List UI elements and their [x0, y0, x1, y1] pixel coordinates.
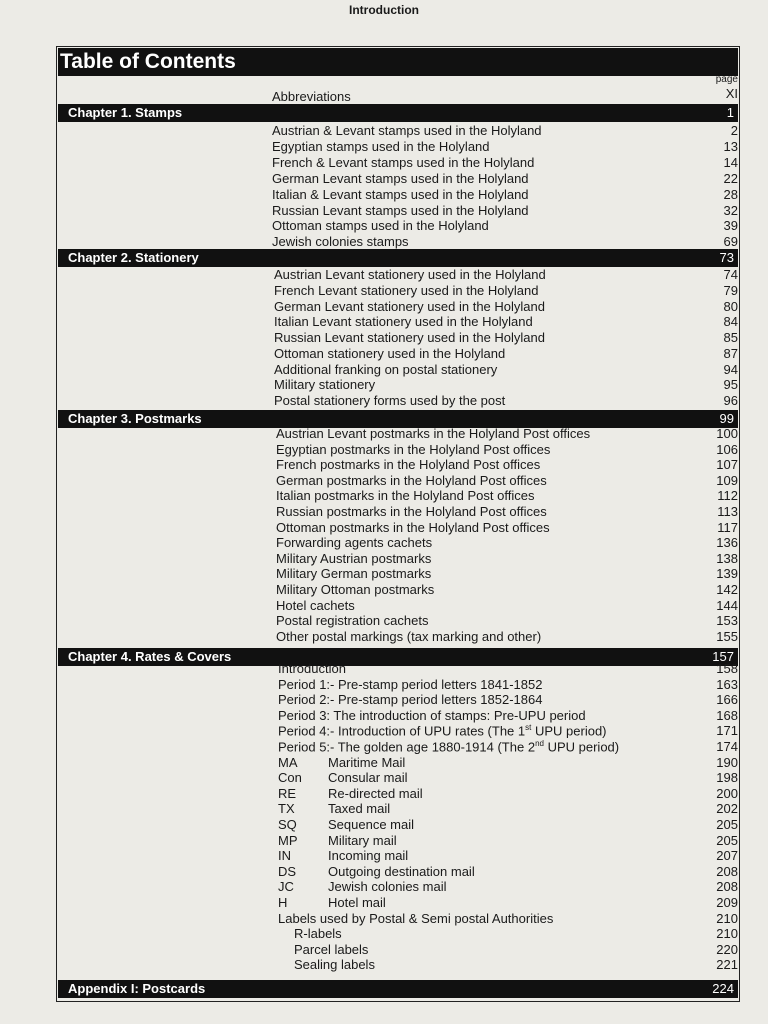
entry-title-text: Period 5:- The golden age 1880-1914 (The 2	[278, 739, 536, 755]
entry-page: 142	[716, 582, 738, 597]
entry-title-text: Period 3: The introduction of stamps: Pre-UPU period	[278, 707, 586, 723]
entry-page: 95	[723, 377, 738, 393]
entry-title	[276, 504, 547, 519]
entry-page: 155	[716, 628, 738, 644]
entry-title	[274, 299, 545, 314]
entry-page: 84	[723, 314, 738, 330]
entry-title-text: Italian postmarks in the Holyland Post offices	[276, 488, 535, 504]
entry-page: 158	[716, 661, 738, 676]
entry-page: 106	[716, 441, 738, 457]
toc-entry[interactable]	[0, 926, 738, 942]
entry-title	[276, 551, 431, 566]
entry-title	[276, 442, 550, 457]
abbreviations-entry[interactable]: Abbreviations	[272, 89, 351, 104]
entry-title-text: Egyptian stamps used in the Holyland	[272, 138, 490, 154]
chapter-title: Chapter 1. Stamps	[68, 105, 183, 120]
entry-page: 208	[716, 879, 738, 895]
entry-title	[274, 377, 375, 392]
entry-title	[276, 535, 432, 550]
entry-page: 220	[716, 941, 738, 957]
entry-page: 14	[723, 154, 738, 170]
entry-page: 39	[723, 218, 738, 234]
entry-title	[276, 613, 428, 628]
entry-title-text: French postmarks in the Holyland Post offices	[276, 457, 541, 473]
entry-title-text: Italian & Levant stamps used in the Holyland	[272, 186, 529, 202]
entry-page: 198	[716, 770, 738, 786]
toc-entry[interactable]	[0, 739, 738, 755]
entry-title	[328, 801, 390, 816]
entry-title-text: Ottoman postmarks in the Holyland Post offices	[276, 519, 550, 535]
chapter-page: 99	[719, 411, 734, 426]
toc-entry[interactable]	[0, 504, 738, 520]
entry-title-text: Outgoing destination mail	[328, 863, 475, 879]
entry-title	[272, 139, 490, 154]
entry-title	[328, 770, 407, 785]
entry-code: IN	[278, 848, 291, 864]
entry-title-text: Incoming mail	[328, 848, 409, 864]
entry-title-text: Taxed mail	[328, 801, 391, 817]
entry-title	[274, 283, 539, 298]
entry-page: 207	[716, 848, 738, 864]
entry-title-text: Austrian & Levant stamps used in the Holyland	[272, 123, 542, 138]
entry-title	[276, 520, 550, 535]
entry-title-text: Italian Levant stationery used in the Holyland	[274, 314, 533, 330]
entry-page: 109	[716, 472, 738, 488]
entry-page: 87	[723, 345, 738, 361]
entry-title-text: Austrian Levant stationery used in the Holyland	[274, 267, 546, 282]
entry-title	[294, 942, 368, 957]
entry-title-text: Military stationery	[274, 377, 376, 393]
entry-page: 144	[716, 597, 738, 613]
entry-title	[274, 346, 505, 361]
entry-title	[272, 123, 542, 138]
entry-title	[278, 739, 619, 754]
entry-page: 136	[716, 535, 738, 551]
toc-entry[interactable]	[0, 393, 738, 409]
entry-title-text: Postal registration cachets	[276, 613, 429, 629]
toc-entry[interactable]	[0, 879, 738, 895]
entry-title	[276, 473, 547, 488]
entry-title	[328, 817, 414, 832]
toc-entry[interactable]	[0, 598, 738, 614]
entry-title-text: Russian Levant stamps used in the Holyland	[272, 202, 529, 218]
toc-entry[interactable]	[0, 895, 738, 911]
toc-entry[interactable]	[0, 330, 738, 346]
entry-title-text: Postal stationery forms used by the post	[274, 393, 506, 408]
entry-page: 139	[716, 566, 738, 582]
toc-entry[interactable]	[0, 801, 738, 817]
toc-entry[interactable]	[0, 833, 738, 849]
chapter-title: Chapter 4. Rates & Covers	[68, 649, 232, 664]
entry-title-text: Additional franking on postal stationery	[274, 361, 498, 377]
entry-title	[294, 957, 375, 972]
entry-page: 205	[716, 817, 738, 832]
toc-entry[interactable]	[0, 613, 738, 629]
entry-title	[328, 848, 408, 863]
entry-title	[274, 267, 546, 282]
entry-page: 208	[716, 863, 738, 879]
entry-title-text: German Levant stamps used in the Holyland	[272, 170, 529, 186]
chapter-heading[interactable]	[58, 249, 738, 267]
entry-title	[276, 566, 431, 581]
entry-title-text: Sealing labels	[294, 957, 375, 973]
toc-entry[interactable]	[0, 661, 738, 677]
entry-page: 28	[723, 186, 738, 202]
entry-title	[328, 879, 447, 894]
entry-page: 205	[716, 832, 738, 848]
entry-title	[278, 692, 542, 707]
chapter-page: 157	[712, 649, 734, 664]
entry-code: MP	[278, 832, 298, 848]
abbreviations-page: XI	[725, 86, 738, 101]
toc-entry[interactable]	[0, 488, 738, 504]
toc-entry[interactable]	[0, 299, 738, 315]
entry-page: 168	[716, 707, 738, 723]
entry-page: 202	[716, 801, 738, 817]
entry-page: 69	[723, 234, 738, 250]
entry-page: 190	[716, 754, 738, 770]
entry-title-text: Re-directed mail	[328, 785, 423, 801]
toc-entry[interactable]	[0, 362, 738, 378]
toc-entry[interactable]	[0, 267, 738, 283]
entry-code: H	[278, 895, 288, 910]
entry-title	[276, 426, 590, 441]
entry-title-text: Military Austrian postmarks	[276, 550, 432, 566]
entry-title	[278, 911, 553, 926]
entry-title-text: Ottoman stationery used in the Holyland	[274, 345, 506, 361]
entry-title-text: Russian postmarks in the Holyland Post offices	[276, 504, 547, 519]
toc-entry[interactable]	[0, 171, 738, 187]
entry-page: 171	[716, 723, 738, 739]
entry-code: DS	[278, 863, 297, 879]
entry-page: 74	[723, 267, 738, 282]
entry-title-text: Hotel cachets	[276, 597, 355, 613]
entry-title	[274, 393, 505, 408]
entry-title-text: Parcel labels	[294, 941, 369, 957]
entry-page: 153	[716, 613, 738, 629]
entry-title	[274, 330, 545, 345]
chapter-title: Chapter 3. Postmarks	[68, 411, 202, 426]
toc-title: Table of Contents	[60, 50, 236, 73]
entry-title-text: German postmarks in the Holyland Post offices	[276, 472, 547, 488]
entry-title-text: Period 4:- Introduction of UPU rates (The 1	[278, 723, 526, 739]
entry-title-text: Ottoman stamps used in the Holyland	[272, 218, 489, 234]
toc-entry[interactable]	[0, 123, 738, 139]
entry-title	[328, 786, 423, 801]
entry-page: 100	[716, 426, 738, 441]
entry-page: 163	[716, 676, 738, 692]
chapter-page: 73	[719, 250, 734, 265]
entry-page: 94	[723, 361, 738, 377]
entry-title-text: Period 1:- Pre-stamp period letters 1841-1852	[278, 676, 543, 692]
entry-code: JC	[278, 879, 294, 895]
toc-entry[interactable]	[0, 957, 738, 973]
entry-page: 2	[730, 123, 738, 138]
entry-title-text: Jewish colonies mail	[328, 879, 447, 895]
entry-page: 209	[716, 895, 738, 910]
toc-entry[interactable]	[0, 218, 738, 234]
chapter-heading[interactable]	[58, 104, 738, 122]
toc-entry[interactable]	[0, 442, 738, 458]
entry-title-text: Sequence mail	[328, 817, 414, 832]
entry-title	[276, 629, 541, 644]
entry-page: 200	[716, 785, 738, 801]
entry-code: MA	[278, 754, 298, 770]
entry-page: 22	[723, 170, 738, 186]
toc-entry[interactable]	[0, 473, 738, 489]
entry-title-text: Hotel mail	[328, 895, 386, 910]
entry-title-superscript: st	[525, 723, 532, 733]
toc-entry[interactable]	[0, 520, 738, 536]
entry-title	[272, 218, 489, 233]
entry-title-text: Consular mail	[328, 770, 408, 786]
toc-entry[interactable]	[0, 942, 738, 958]
chapter-heading[interactable]	[58, 980, 738, 998]
chapter-title: Chapter 2. Stationery	[68, 250, 199, 265]
entry-page: 107	[716, 457, 738, 473]
toc-entry[interactable]	[0, 582, 738, 598]
entry-title-text: Other postal markings (tax marking and other)	[276, 628, 542, 644]
entry-page: 113	[717, 504, 738, 519]
toc-entry[interactable]	[0, 234, 738, 250]
toc-entry[interactable]	[0, 139, 738, 155]
toc-entry[interactable]	[0, 723, 738, 739]
entry-page: 221	[716, 957, 738, 973]
entry-title	[272, 171, 529, 186]
entry-title-text: Labels used by Postal & Semi postal Authorities	[278, 910, 554, 926]
entry-title	[328, 864, 475, 879]
entry-title-text: Russian Levant stationery used in the Holyland	[274, 330, 545, 345]
entry-page: 96	[723, 393, 738, 408]
toc-entry[interactable]	[0, 770, 738, 786]
entry-title	[328, 833, 397, 848]
entry-title-text: Military Ottoman postmarks	[276, 582, 435, 597]
chapter-title: Appendix I: Postcards	[68, 981, 206, 996]
entry-title	[328, 895, 386, 910]
entry-title	[278, 661, 346, 676]
entry-title-tail: UPU period)	[531, 723, 607, 739]
entry-page: 210	[716, 926, 738, 942]
toc-entry[interactable]	[0, 535, 738, 551]
toc-entry[interactable]	[0, 346, 738, 362]
entry-title-text: Jewish colonies stamps	[272, 234, 409, 250]
toc-entry[interactable]	[0, 692, 738, 708]
entry-title	[328, 755, 405, 770]
toc-entry[interactable]	[0, 187, 738, 203]
entry-page: 85	[723, 330, 738, 345]
entry-code: SQ	[278, 817, 297, 832]
toc-entry[interactable]	[0, 911, 738, 927]
entry-title-text: Maritime Mail	[328, 754, 406, 770]
entry-title-text: French & Levant stamps used in the Holyland	[272, 154, 535, 170]
entry-page: 13	[723, 138, 738, 154]
running-head: Introduction	[349, 3, 419, 17]
entry-title-text: Military German postmarks	[276, 566, 432, 582]
entry-title-text: R-labels	[294, 926, 342, 942]
entry-title	[276, 582, 434, 597]
toc-entry[interactable]	[0, 551, 738, 567]
entry-code: Con	[278, 770, 302, 786]
entry-title-text: Egyptian postmarks in the Holyland Post offices	[276, 441, 551, 457]
entry-title-text: Period 2:- Pre-stamp period letters 1852-1864	[278, 692, 543, 708]
entry-title-text: Introduction	[278, 661, 346, 676]
toc-entry[interactable]	[0, 817, 738, 833]
entry-page: 32	[723, 202, 738, 218]
entry-title	[272, 234, 409, 249]
entry-title-text: French Levant stationery used in the Holyland	[274, 282, 539, 298]
toc-entry[interactable]	[0, 155, 738, 171]
entry-title	[272, 203, 529, 218]
page-column-label: page	[715, 74, 738, 85]
entry-title	[294, 926, 342, 941]
entry-title-text: Military mail	[328, 832, 397, 848]
toc-entry[interactable]	[0, 566, 738, 582]
entry-title	[272, 187, 529, 202]
toc-entry[interactable]	[0, 848, 738, 864]
entry-code: TX	[278, 801, 295, 817]
entry-page: 112	[717, 488, 738, 504]
entry-title-tail: UPU period)	[543, 739, 620, 755]
entry-title	[278, 708, 586, 723]
entry-title-text: Austrian Levant postmarks in the Holyland Post offices	[276, 426, 591, 441]
entry-title	[276, 488, 534, 503]
toc-entry[interactable]	[0, 677, 738, 693]
entry-page: 138	[716, 550, 738, 566]
toc-entry[interactable]	[0, 377, 738, 393]
entry-code: RE	[278, 785, 297, 801]
entry-title	[278, 723, 607, 738]
entry-page: 80	[723, 298, 738, 314]
entry-title	[278, 677, 542, 692]
entry-title	[272, 155, 534, 170]
entry-page: 210	[716, 910, 738, 926]
toc-entry[interactable]	[0, 629, 738, 645]
entry-title-text: Forwarding agents cachets	[276, 535, 433, 551]
entry-title	[274, 362, 497, 377]
entry-title-superscript: nd	[535, 739, 544, 748]
toc-entry[interactable]	[0, 864, 738, 880]
toc-entry[interactable]	[0, 708, 738, 724]
entry-title-text: German Levant stationery used in the Holyland	[274, 298, 545, 314]
chapter-page: 224	[712, 981, 734, 996]
toc-entry[interactable]	[0, 283, 738, 299]
entry-page: 117	[717, 519, 738, 535]
entry-page: 166	[716, 692, 738, 708]
entry-title	[276, 598, 355, 613]
chapter-page: 1	[726, 105, 734, 120]
toc-entry[interactable]	[0, 203, 738, 219]
entry-page: 174	[716, 739, 738, 754]
toc-entry[interactable]	[0, 314, 738, 330]
entry-title	[276, 457, 540, 472]
entry-title	[274, 314, 533, 329]
entry-page: 79	[723, 282, 738, 298]
toc-entry[interactable]	[0, 755, 738, 771]
toc-entry[interactable]	[0, 426, 738, 442]
toc-entry[interactable]	[0, 786, 738, 802]
toc-entry[interactable]	[0, 457, 738, 473]
toc-title-bar	[58, 48, 738, 76]
